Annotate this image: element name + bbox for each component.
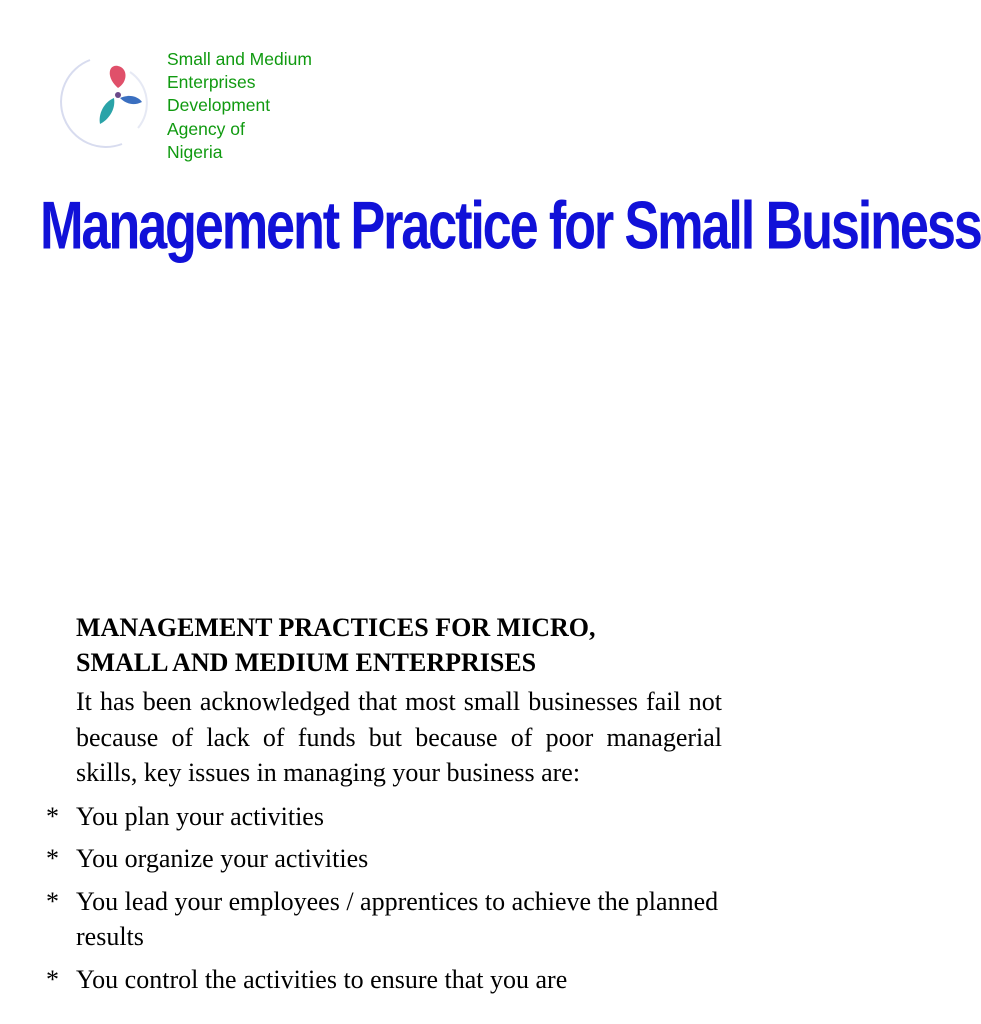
section-heading xyxy=(76,610,722,680)
agency-name-line: Small and Medium xyxy=(167,49,312,69)
agency-name-line: Enterprises xyxy=(167,72,256,93)
section-heading-line: MANAGEMENT PRACTICES FOR MICRO, xyxy=(76,613,596,642)
bullet-marker: * xyxy=(46,886,59,916)
list-item-text: You plan your activities xyxy=(76,801,324,831)
agency-name-line: Nigeria xyxy=(167,141,223,162)
agency-name xyxy=(167,48,312,164)
bullet-list xyxy=(46,799,722,998)
list-item xyxy=(46,799,722,835)
intro-paragraph: It has been acknowledged that most small businesses fail not because of lack of funds but because of poor managerial skills, key issues in managing your business are: xyxy=(76,687,722,787)
page-title: Management Practice for Small Business xyxy=(40,188,981,264)
bullet-marker: * xyxy=(46,964,59,994)
section-heading-line: SMALL AND MEDIUM ENTERPRISES xyxy=(76,648,537,677)
list-item-text: You lead your employees / apprentices to achieve the planned results xyxy=(76,886,719,951)
list-item xyxy=(46,962,722,998)
agency-name-line: Agency of xyxy=(167,118,245,139)
list-item xyxy=(46,884,722,955)
bullet-marker: * xyxy=(46,801,59,831)
list-item-text: You control the activities to ensure that you are xyxy=(76,964,568,994)
list-item xyxy=(46,841,722,877)
agency-name-line: Development xyxy=(167,95,271,116)
document-body xyxy=(46,610,722,1004)
list-item-text: You organize your activities xyxy=(76,844,369,873)
smedan-petal-logo-icon xyxy=(38,48,154,152)
bullet-marker: * xyxy=(46,844,59,873)
